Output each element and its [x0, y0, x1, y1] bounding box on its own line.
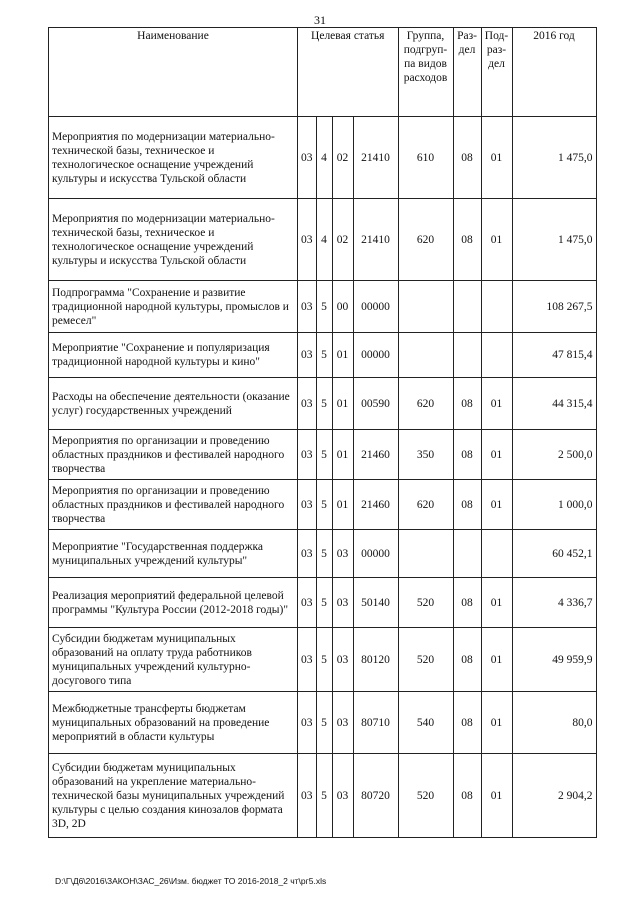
cell-section: 08: [453, 378, 481, 430]
cell-target-type: 5: [316, 692, 332, 754]
cell-amount: 2 904,2: [512, 754, 596, 838]
cell-target-activity: 03: [332, 578, 353, 628]
cell-amount: 1 475,0: [512, 117, 596, 199]
cell-group: 610: [398, 117, 453, 199]
cell-target-direction: 00000: [353, 333, 398, 378]
cell-subsection: 01: [481, 117, 512, 199]
cell-target-activity: 03: [332, 628, 353, 692]
cell-target-direction: 80710: [353, 692, 398, 754]
cell-name: Мероприятие "Государственная поддержка муниципальных учреждений культуры": [49, 530, 298, 578]
cell-target-activity: 03: [332, 692, 353, 754]
cell-section: 08: [453, 692, 481, 754]
cell-target-type: 5: [316, 480, 332, 530]
cell-subsection: 01: [481, 692, 512, 754]
cell-target-program: 03: [298, 578, 317, 628]
cell-target-type: 4: [316, 117, 332, 199]
header-subsection: Под- раз- дел: [481, 28, 512, 117]
cell-target-program: 03: [298, 692, 317, 754]
cell-group: 620: [398, 199, 453, 281]
cell-target-program: 03: [298, 333, 317, 378]
cell-subsection: 01: [481, 578, 512, 628]
cell-target-direction: 21460: [353, 430, 398, 480]
cell-target-program: 03: [298, 199, 317, 281]
cell-target-direction: 50140: [353, 578, 398, 628]
cell-section: [453, 530, 481, 578]
cell-target-program: 03: [298, 480, 317, 530]
cell-target-type: 5: [316, 578, 332, 628]
cell-amount: 47 815,4: [512, 333, 596, 378]
page-number: 31: [314, 13, 326, 27]
cell-amount: 1 000,0: [512, 480, 596, 530]
cell-target-direction: 80720: [353, 754, 398, 838]
cell-name: Субсидии бюджетам муниципальных образований на укрепление материально-технической базы муниципальных учреждений культуры с целью создания кинозалов формата 3D, 2D: [49, 754, 298, 838]
cell-name: Мероприятие "Сохранение и популяризация традиционной народной культуры и кино": [49, 333, 298, 378]
cell-target-direction: 80120: [353, 628, 398, 692]
cell-subsection: [481, 530, 512, 578]
cell-group: 520: [398, 578, 453, 628]
cell-amount: 49 959,9: [512, 628, 596, 692]
cell-amount: 2 500,0: [512, 430, 596, 480]
budget-table: [48, 27, 597, 838]
cell-target-type: 5: [316, 333, 332, 378]
cell-target-type: 5: [316, 754, 332, 838]
header-year: 2016 год: [512, 28, 596, 117]
cell-group: 350: [398, 430, 453, 480]
cell-group: 620: [398, 480, 453, 530]
cell-name: Мероприятия по модернизации материально-технической базы, техническое и технологическое оснащение учреждений культуры и искусства Тульской области: [49, 117, 298, 199]
cell-subsection: 01: [481, 199, 512, 281]
cell-subsection: 01: [481, 754, 512, 838]
table-row: [49, 578, 597, 628]
cell-group: [398, 333, 453, 378]
cell-group: 520: [398, 628, 453, 692]
cell-target-direction: 00000: [353, 530, 398, 578]
table-row: [49, 754, 597, 838]
cell-section: 08: [453, 754, 481, 838]
cell-target-activity: 01: [332, 430, 353, 480]
cell-group: [398, 281, 453, 333]
cell-name: Мероприятия по организации и проведению областных праздников и фестивалей народного творчества: [49, 430, 298, 480]
cell-section: 08: [453, 480, 481, 530]
cell-target-type: 4: [316, 199, 332, 281]
cell-target-program: 03: [298, 628, 317, 692]
cell-name: Реализация мероприятий федеральной целевой программы "Культура России (2012-2018 годы)": [49, 578, 298, 628]
cell-target-activity: 02: [332, 199, 353, 281]
cell-name: Подпрограмма "Сохранение и развитие традиционной народной культуры, промыслов и ремесел": [49, 281, 298, 333]
cell-target-activity: 03: [332, 530, 353, 578]
table-row: [49, 378, 597, 430]
cell-amount: 1 475,0: [512, 199, 596, 281]
table-row: [49, 480, 597, 530]
cell-target-program: 03: [298, 430, 317, 480]
cell-target-program: 03: [298, 281, 317, 333]
table-body: [49, 117, 597, 838]
cell-target-type: 5: [316, 430, 332, 480]
cell-target-direction: 00590: [353, 378, 398, 430]
cell-target-direction: 21460: [353, 480, 398, 530]
cell-target-direction: 00000: [353, 281, 398, 333]
table-row: [49, 530, 597, 578]
cell-target-direction: 21410: [353, 117, 398, 199]
cell-section: [453, 333, 481, 378]
footer-path: D:\Г\Д6\2016\ЗАКОН\ЗАС_26\Изм. бюджет ТО 2016-2018_2 чт\рг5.xls: [55, 876, 327, 886]
cell-target-program: 03: [298, 530, 317, 578]
cell-target-program: 03: [298, 378, 317, 430]
cell-target-type: 5: [316, 628, 332, 692]
cell-subsection: 01: [481, 628, 512, 692]
cell-name: Расходы на обеспечение деятельности (оказание услуг) государственных учреждений: [49, 378, 298, 430]
cell-name: Мероприятия по организации и проведению областных праздников и фестивалей народного творчества: [49, 480, 298, 530]
cell-name: Межбюджетные трансферты бюджетам муниципальных образований на проведение мероприятий в области культуры: [49, 692, 298, 754]
cell-group: 620: [398, 378, 453, 430]
cell-section: 08: [453, 578, 481, 628]
cell-section: 08: [453, 628, 481, 692]
cell-name: Мероприятия по модернизации материально-технической базы, техническое и технологическое оснащение учреждений культуры и искусства Тульской области: [49, 199, 298, 281]
cell-amount: 80,0: [512, 692, 596, 754]
cell-target-type: 5: [316, 378, 332, 430]
cell-target-program: 03: [298, 117, 317, 199]
cell-section: 08: [453, 199, 481, 281]
cell-target-activity: 01: [332, 480, 353, 530]
cell-subsection: [481, 333, 512, 378]
header-name: Наименование: [49, 28, 298, 117]
cell-target-type: 5: [316, 530, 332, 578]
cell-section: 08: [453, 430, 481, 480]
cell-amount: 60 452,1: [512, 530, 596, 578]
cell-target-activity: 01: [332, 378, 353, 430]
cell-group: [398, 530, 453, 578]
table-row: [49, 333, 597, 378]
cell-group: 540: [398, 692, 453, 754]
cell-amount: 108 267,5: [512, 281, 596, 333]
cell-section: 08: [453, 117, 481, 199]
table-row: [49, 199, 597, 281]
cell-target-program: 03: [298, 754, 317, 838]
table-row: [49, 117, 597, 199]
cell-section: [453, 281, 481, 333]
table-row: [49, 281, 597, 333]
cell-target-activity: 00: [332, 281, 353, 333]
cell-subsection: 01: [481, 430, 512, 480]
cell-amount: 4 336,7: [512, 578, 596, 628]
header-group: Группа, подгруп- па видов расходов: [398, 28, 453, 117]
cell-target-activity: 02: [332, 117, 353, 199]
table-row: [49, 692, 597, 754]
cell-target-activity: 03: [332, 754, 353, 838]
table-row: [49, 628, 597, 692]
cell-target-direction: 21410: [353, 199, 398, 281]
cell-amount: 44 315,4: [512, 378, 596, 430]
cell-subsection: 01: [481, 378, 512, 430]
header-target: Целевая статья: [298, 28, 399, 117]
table-header-row: [49, 28, 597, 117]
cell-subsection: [481, 281, 512, 333]
cell-group: 520: [398, 754, 453, 838]
cell-target-type: 5: [316, 281, 332, 333]
cell-name: Субсидии бюджетам муниципальных образований на оплату труда работников муниципальных учреждений культурно-досугового типа: [49, 628, 298, 692]
table-row: [49, 430, 597, 480]
cell-target-activity: 01: [332, 333, 353, 378]
cell-subsection: 01: [481, 480, 512, 530]
header-section: Раз- дел: [453, 28, 481, 117]
